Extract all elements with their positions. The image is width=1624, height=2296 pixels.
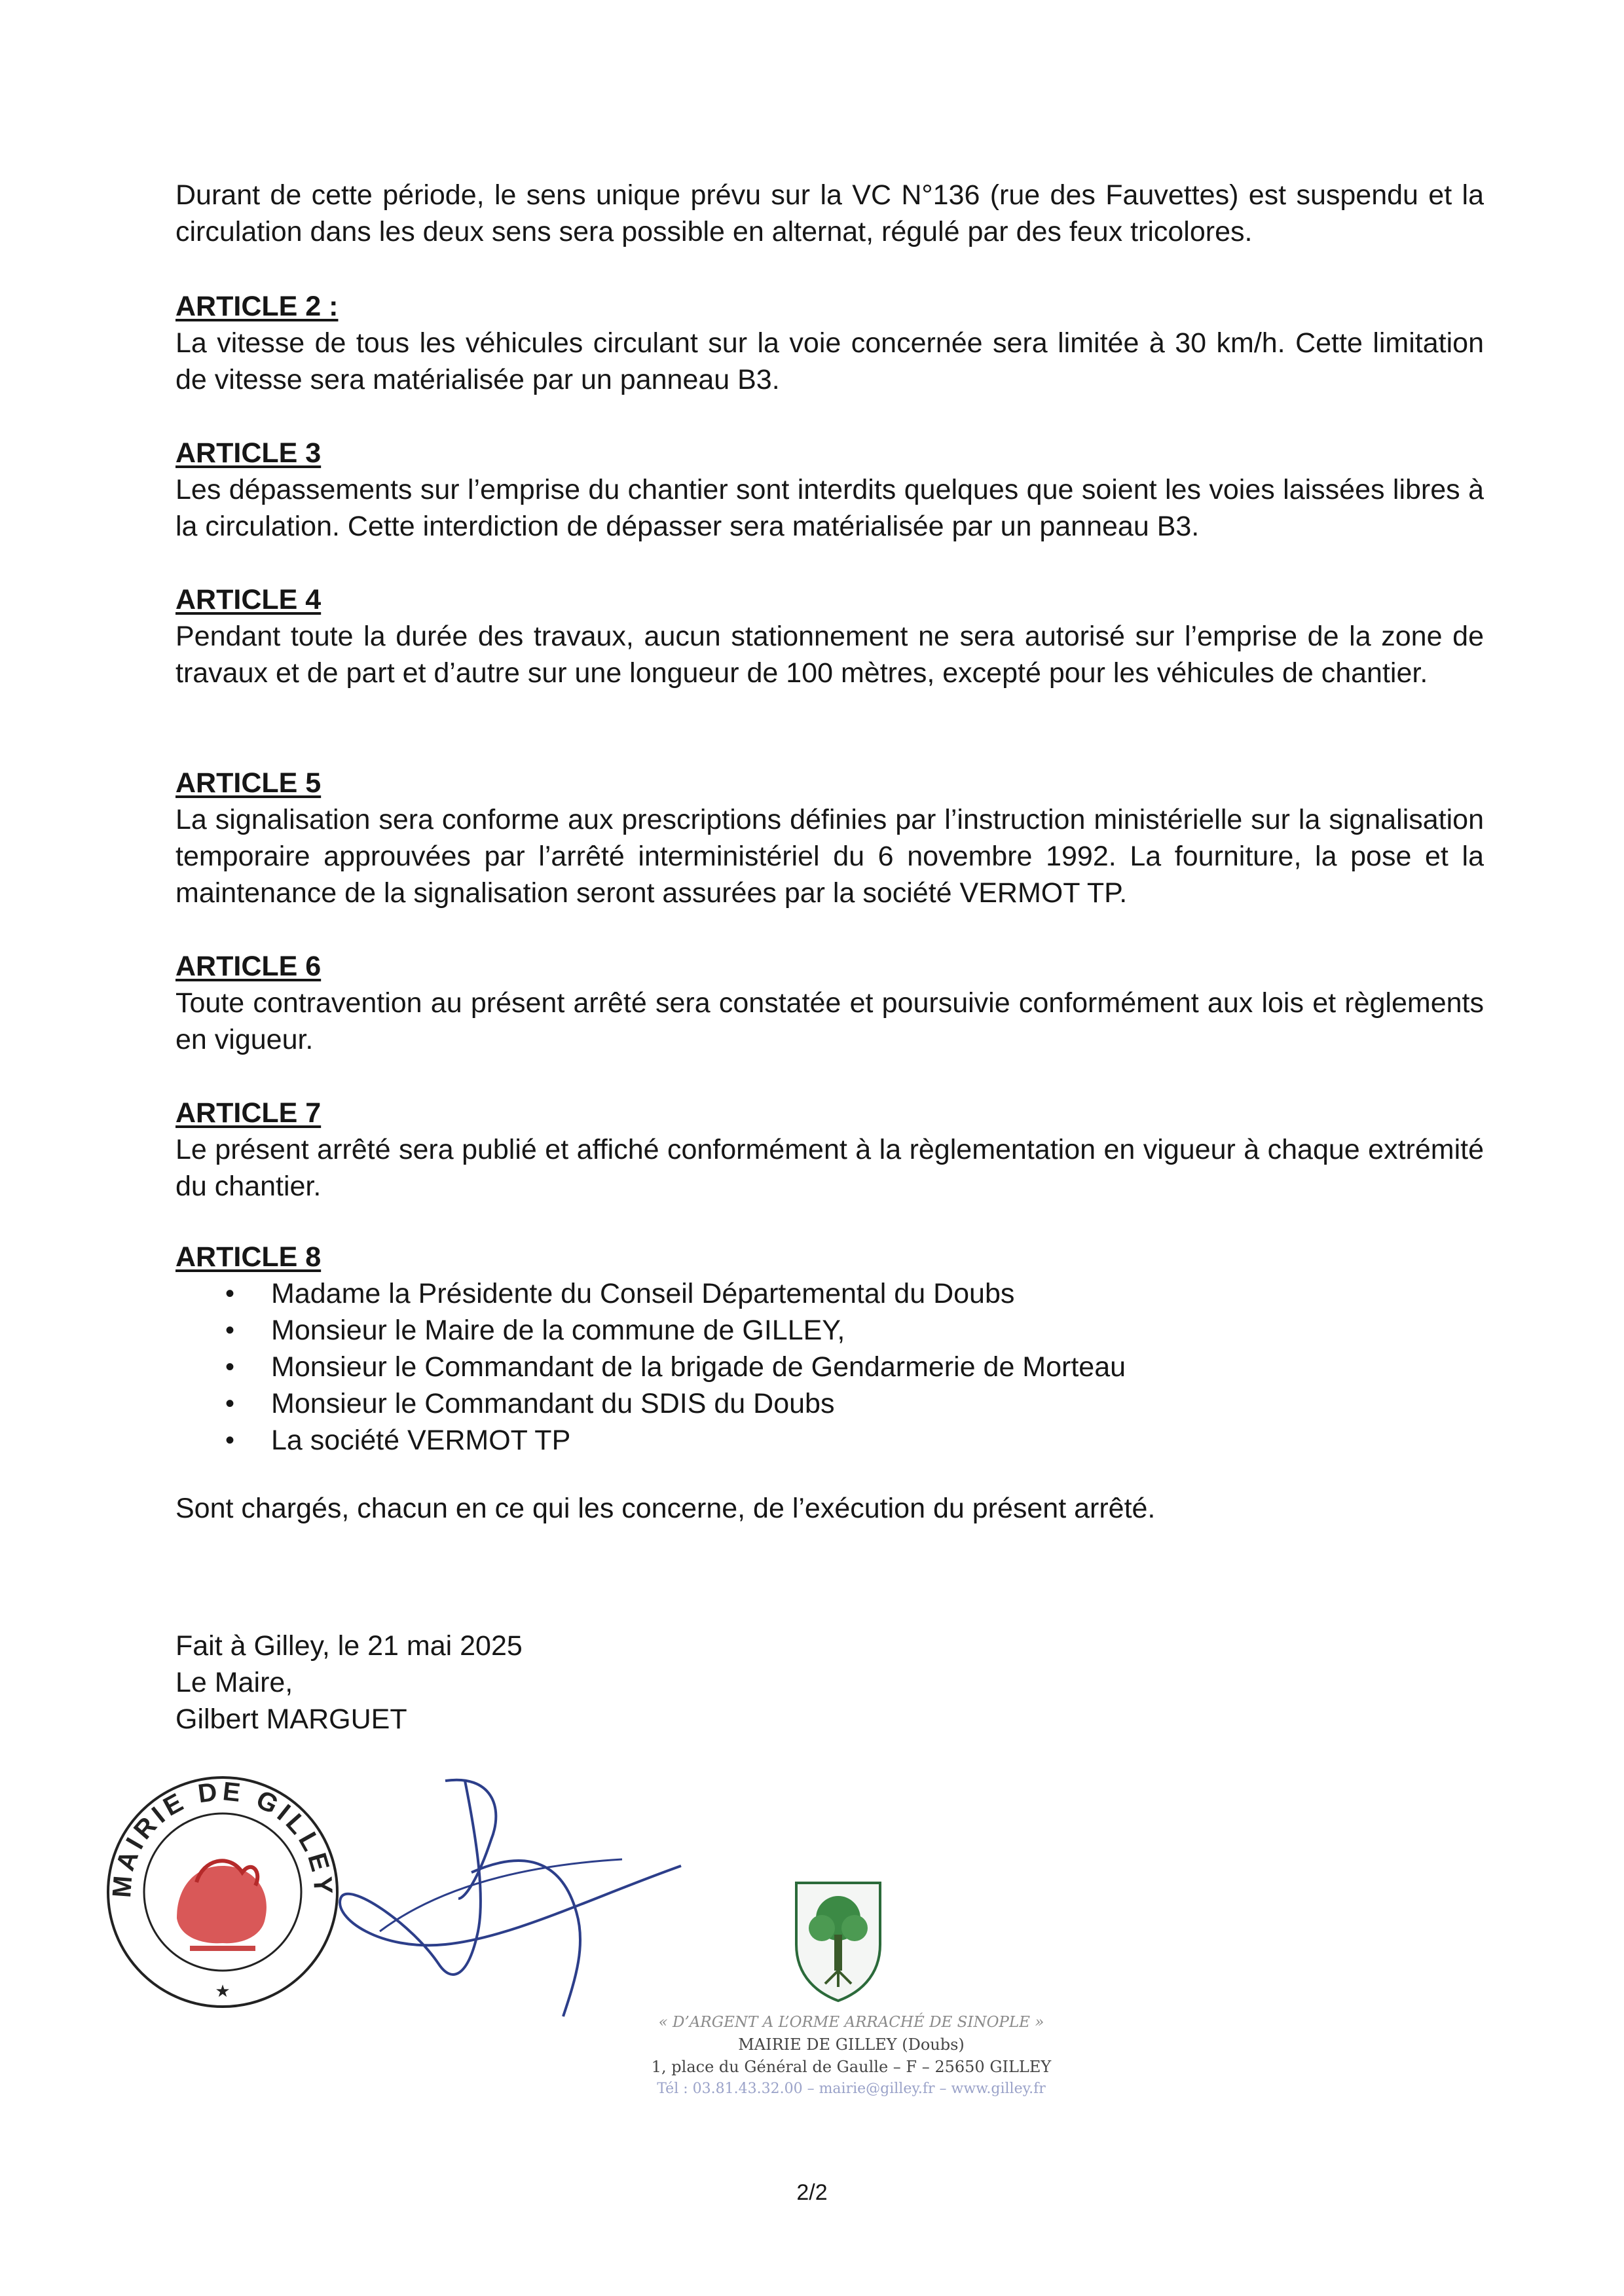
article-5-text: La signalisation sera conforme aux prescriptions définies par l’instruction ministérielle sur la signalisation temporaire approuvées par l’arrêté interministériel du 6 novembre 1992. La fourniture, la pose et la maintenance de la signalisation seront assurées par la société VERMOT TP.: [175, 804, 1484, 909]
signature-block: [175, 1628, 523, 1738]
article-4-text: Pendant toute la durée des travaux, aucun stationnement ne sera autorisé sur l’emprise de la zone de travaux et de part et d’autre sur une longueur de 100 mètres, excepté pour les véhicules de chantier.: [175, 621, 1484, 689]
article-8-heading: ARTICLE 8: [175, 1241, 322, 1273]
footer-address: 1, place du Général de Gaulle – F – 25650 GILLEY: [651, 2058, 1052, 2076]
handwritten-signature-icon: [314, 1768, 773, 2043]
footer-org: MAIRIE DE GILLEY (Doubs): [738, 2035, 965, 2054]
recipient-item: • Monsieur le Commandant de la brigade de Gendarmerie de Morteau: [175, 1349, 1484, 1385]
bullet-icon: •: [225, 1426, 235, 1455]
footer-contact: Tél : 03.81.43.32.00 – mairie@gilley.fr – www.gilley.fr: [657, 2081, 1046, 2097]
recipients-list: [175, 1275, 1484, 1459]
article-2-text: La vitesse de tous les véhicules circulant sur la voie concernée sera limitée à 30 km/h. Cette limitation de vitesse sera matérialisée par un panneau B3.: [175, 327, 1484, 395]
bullet-icon: •: [225, 1316, 235, 1345]
recipient-item: • Monsieur le Maire de la commune de GILLEY,: [175, 1312, 1484, 1349]
bullet-icon: •: [225, 1389, 235, 1418]
stamp-text: MAIRIE DE GILLEY: [107, 1777, 338, 1899]
article-2-heading: ARTICLE 2 :: [175, 291, 339, 322]
recipient-item: • Monsieur le Commandant du SDIS du Doubs: [175, 1385, 1484, 1422]
letterhead-footer: [589, 2011, 1113, 2100]
article-7-heading: ARTICLE 7: [175, 1097, 322, 1129]
article-6-heading: ARTICLE 6: [175, 951, 322, 982]
bullet-icon: •: [225, 1353, 235, 1381]
page-number: 2/2: [796, 2180, 828, 2205]
intro-paragraph: Durant de cette période, le sens unique prévu sur la VC N°136 (rue des Fauvettes) est suspendu et la circulation dans les deux sens sera possible en alternat, régulé par des feux tricolores.: [175, 179, 1484, 247]
place-date: Fait à Gilley, le 21 mai 2025: [175, 1630, 523, 1662]
svg-text:★: ★: [215, 1981, 231, 2001]
footer-motto: « D’ARGENT A L’ORME ARRACHÉ DE SINOPLE »: [658, 2014, 1044, 2031]
article-3-text: Les dépassements sur l’emprise du chantier sont interdits quelques que soient les voies laissées libres à la circulation. Cette interdiction de dépasser sera matérialisée par un panneau B3.: [175, 474, 1484, 542]
closing-paragraph: Sont chargés, chacun en ce qui les concerne, de l’exécution du présent arrêté.: [175, 1493, 1156, 1524]
recipient-item: • La société VERMOT TP: [175, 1422, 1484, 1459]
recipient-item: • Madame la Présidente du Conseil Départemental du Doubs: [175, 1275, 1484, 1312]
bullet-icon: •: [225, 1279, 235, 1308]
mairie-stamp-icon: [98, 1768, 347, 2016]
article-4-heading: ARTICLE 4: [175, 584, 322, 615]
signatory-name: Gilbert MARGUET: [175, 1704, 407, 1735]
article-6-text: Toute contravention au présent arrêté sera constatée et poursuivie conformément aux lois et règlements en vigueur.: [175, 987, 1484, 1055]
signatory-role: Le Maire,: [175, 1667, 293, 1698]
coat-of-arms-icon: [792, 1879, 884, 2003]
article-5-heading: ARTICLE 5: [175, 767, 322, 799]
article-7-text: Le présent arrêté sera publié et affiché conformément à la règlementation en vigueur à chaque extrémité du chantier.: [175, 1134, 1484, 1202]
article-3-heading: ARTICLE 3: [175, 437, 322, 469]
